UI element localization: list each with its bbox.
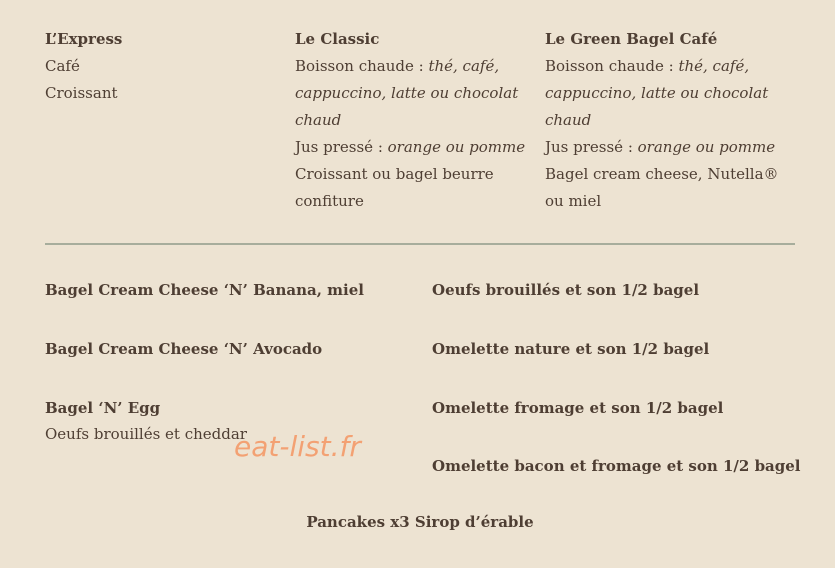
dish-description: Oeufs brouillés et cheddar xyxy=(45,425,247,443)
juice-options: orange ou pomme xyxy=(637,138,776,156)
juice-label: Jus pressé : xyxy=(295,138,388,156)
drink-options: thé, café, xyxy=(428,57,500,75)
formula-line: Croissant xyxy=(45,84,118,102)
dish-item xyxy=(45,277,364,303)
drink-options: cappuccino, latte ou chocolat xyxy=(545,84,769,102)
formula-line xyxy=(295,53,545,80)
dish-item xyxy=(432,336,709,362)
drink-options: cappuccino, latte ou chocolat xyxy=(295,84,519,102)
dish-item xyxy=(432,277,699,303)
dish-name: Bagel Cream Cheese ‘N’ Avocado xyxy=(45,340,323,358)
formula-line: Café xyxy=(45,57,80,75)
dish-name: Omelette nature et son 1/2 bagel xyxy=(432,340,710,358)
drink-options: chaud xyxy=(295,111,342,129)
watermark: eat-list.fr xyxy=(234,430,361,463)
section-divider xyxy=(45,243,795,245)
formula-line: Bagel cream cheese, Nutella® xyxy=(545,165,779,183)
drink-label: Boisson chaude : xyxy=(545,57,679,75)
formula-express xyxy=(45,26,295,215)
drink-options: chaud xyxy=(545,111,592,129)
breakfast-formulas xyxy=(45,26,795,215)
formula-line xyxy=(295,80,545,107)
dish-name: Bagel ‘N’ Egg xyxy=(45,399,161,417)
formula-line xyxy=(545,134,795,161)
dish-name: Bagel Cream Cheese ‘N’ Banana, miel xyxy=(45,281,364,299)
formula-line xyxy=(295,107,545,134)
drink-label: Boisson chaude : xyxy=(295,57,429,75)
dish-item xyxy=(432,453,801,479)
dish-item xyxy=(45,395,247,447)
formula-line: confiture xyxy=(295,192,364,210)
pancakes-dish: Pancakes x3 Sirop d’érable xyxy=(306,513,534,531)
formula-title: L’Express xyxy=(45,30,123,48)
formula-classic xyxy=(295,26,545,215)
juice-options: orange ou pomme xyxy=(387,138,526,156)
juice-label: Jus pressé : xyxy=(545,138,638,156)
formula-line: ou miel xyxy=(545,192,602,210)
formula-line xyxy=(545,53,795,80)
formula-title: Le Green Bagel Café xyxy=(545,30,718,48)
formula-line xyxy=(295,134,545,161)
formula-line: Croissant ou bagel beurre xyxy=(295,165,494,183)
drink-options: thé, café, xyxy=(678,57,750,75)
formula-green-bagel xyxy=(545,26,795,215)
dish-name: Omelette fromage et son 1/2 bagel xyxy=(432,399,724,417)
dish-item xyxy=(45,336,322,362)
dish-name: Oeufs brouillés et son 1/2 bagel xyxy=(432,281,700,299)
formula-title: Le Classic xyxy=(295,30,380,48)
formula-line xyxy=(545,80,795,107)
dish-name: Omelette bacon et fromage et son 1/2 bagel xyxy=(432,457,801,475)
dish-item xyxy=(432,395,723,421)
formula-line xyxy=(545,107,795,134)
